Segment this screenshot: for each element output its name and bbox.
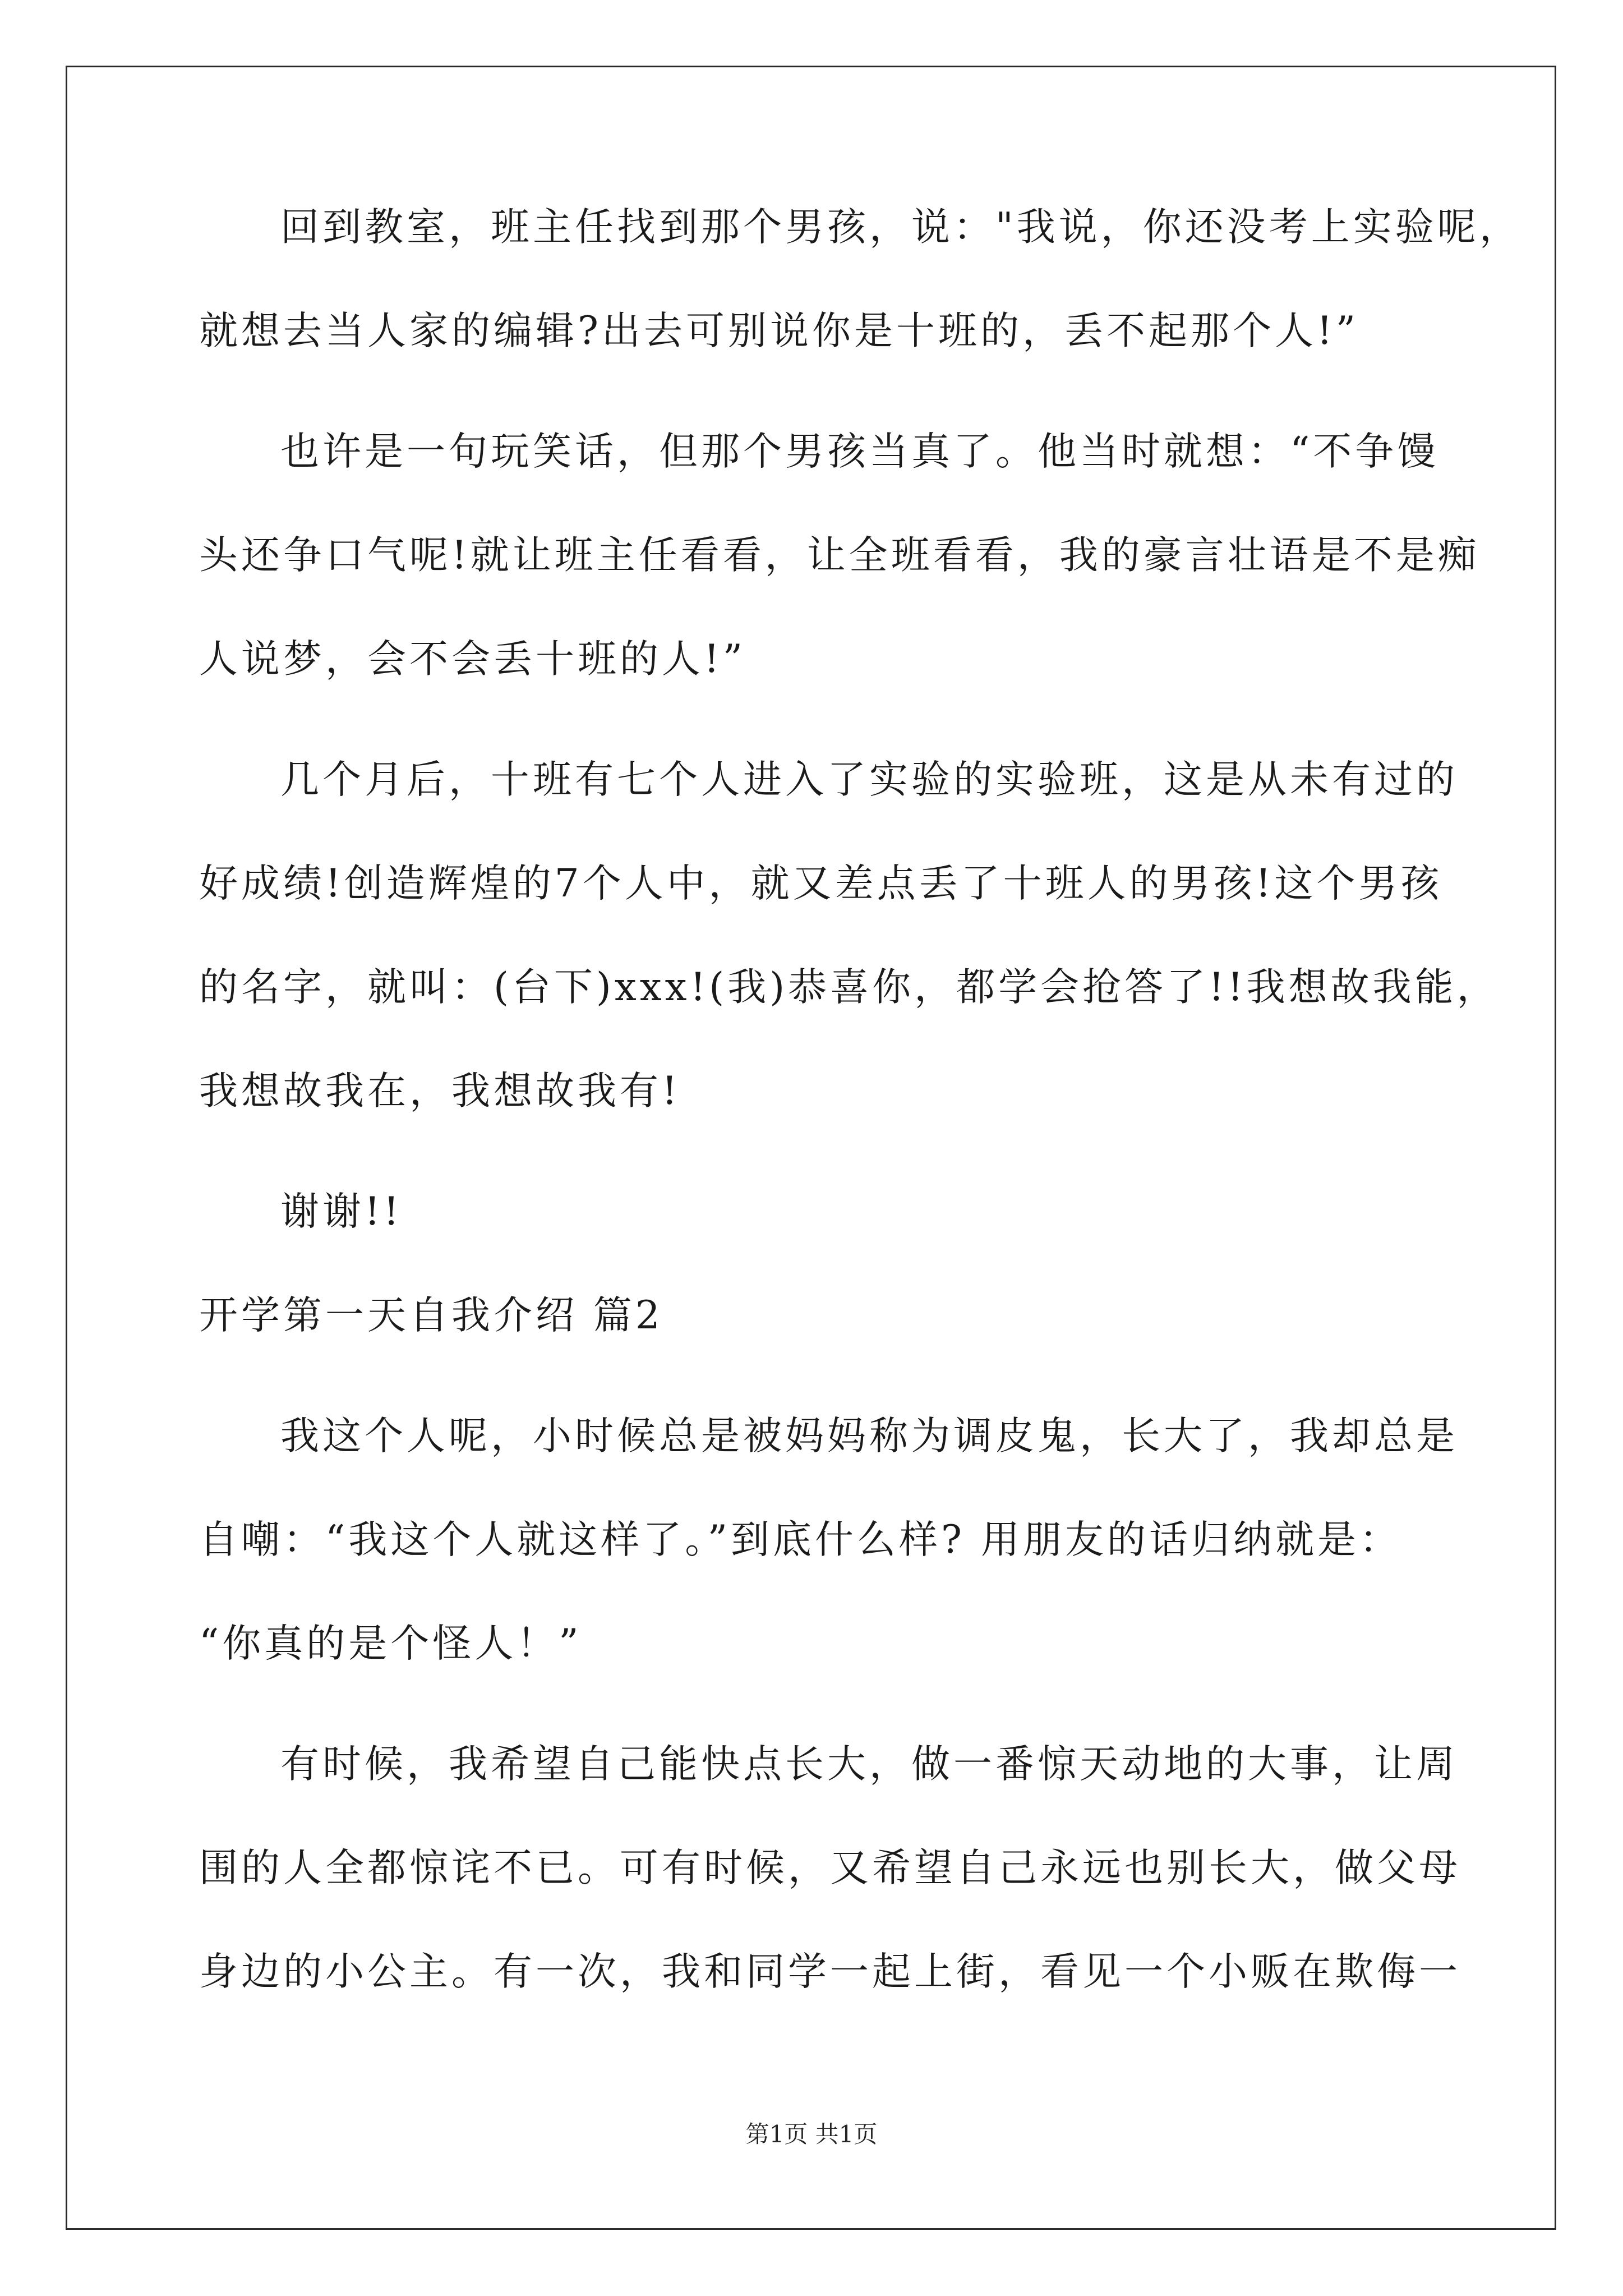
paragraph-line: 头还争口气呢!就让班主任看看，让全班看看，我的豪言壮语是不是痴 [199,533,1480,578]
page-border [66,66,1556,2230]
paragraph-line: 回到教室，班主任找到那个男孩，说："我说，你还没考上实验呢， [280,205,1521,250]
paragraph-line: 好成绩!创造辉煌的7个人中，就又差点丢了十班人的男孩!这个男孩 [199,861,1443,906]
paragraph-line: “你真的是个怪人！” [199,1621,582,1666]
paragraph-line: 有时候，我希望自己能快点长大，做一番惊天动地的大事，让周 [280,1742,1458,1787]
paragraph-line: 围的人全都惊诧不已。可有时候，又希望自己永远也别长大，做父母 [199,1846,1461,1890]
section-heading: 开学第一天自我介绍 篇2 [199,1293,663,1338]
paragraph-line: 就想去当人家的编辑?出去可别说你是十班的，丢不起那个人!” [199,309,1359,353]
paragraph-line: 我想故我在，我想故我有! [199,1069,681,1114]
paragraph-line: 人说梦，会不会丢十班的人!” [199,637,746,682]
paragraph-line: 也许是一句玩笑话，但那个男孩当真了。他当时就想：“不争馒 [280,429,1440,474]
paragraph-line: 几个月后，十班有七个人进入了实验的实验班，这是从未有过的 [280,757,1458,802]
paragraph-line: 自嘲：“我这个人就这样了。”到底什么样? 用朋友的话归纳就是： [199,1517,1401,1562]
paragraph-line: 我这个人呢，小时候总是被妈妈称为调皮鬼，长大了，我却总是 [280,1414,1458,1458]
paragraph-line: 身边的小公主。有一次，我和同学一起上街，看见一个小贩在欺侮一 [199,1949,1461,1994]
page-footer: 第1页 共1页 [745,2120,878,2148]
paragraph-line: 的名字，就叫：(台下)xxx!(我)恭喜你，都学会抢答了!!我想故我能， [199,965,1499,1010]
paragraph-line: 谢谢!! [280,1189,403,1234]
